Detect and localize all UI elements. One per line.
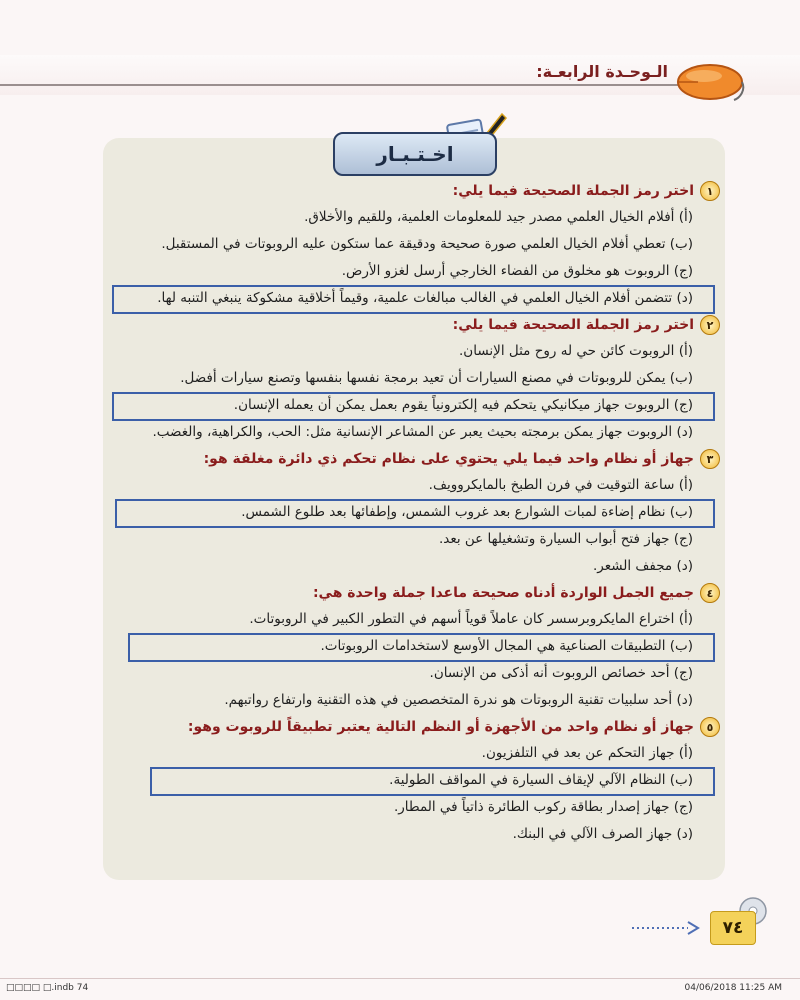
footer-divider <box>0 978 800 979</box>
question-3 <box>120 446 714 580</box>
option-c[interactable]: (ج) الروبوت هو مخلوق من الفضاء الخارجي أرسل لغزو الأرض. <box>341 263 693 279</box>
option-d-selected[interactable]: (د) تتضمن أفلام الخيال العلمي في الغالب مبالغات علمية، وقيماً أخلاقية مشكوكة ينبغي التنبه لها. <box>120 285 705 312</box>
option-c[interactable]: (ج) جهاز فتح أبواب السيارة وتشغيلها عن بعد. <box>438 531 693 547</box>
option-b-selected[interactable]: (ب) النظام الآلي لإيقاف السيارة في المواقف الطولية. <box>120 767 705 794</box>
option-d[interactable]: (د) الروبوت جهاز يمكن برمجته بحيث يعبر عن المشاعر الإنسانية مثل: الحب، والكراهية، والغضب. <box>152 424 693 440</box>
question-number-badge: ١ <box>700 181 720 201</box>
option-a[interactable]: (أ) اختراع المايكروبرسسر كان عاملاً قوياً أسهم في التطور الكبير في الروبوتات. <box>249 611 693 627</box>
dotted-arrow-icon <box>630 920 700 936</box>
option-d[interactable]: (د) أحد سلبيات تقنية الروبوتات هو ندرة المتخصصين في هذه التقنية وارتفاع رواتبهم. <box>224 692 693 708</box>
question-5 <box>120 714 714 848</box>
footer-print-date: 04/06/2018 11:25 AM <box>684 983 782 993</box>
option-a[interactable]: (أ) الروبوت كائن حي له روح مثل الإنسان. <box>459 343 693 359</box>
option-b[interactable]: (ب) يمكن للروبوتات في مصنع السيارات أن تعيد برمجة نفسها بنفسها وتصنع سيارات أفضل. <box>180 370 693 386</box>
exam-title: اخـتـبـار <box>333 132 497 176</box>
question-prompt: اختر رمز الجملة الصحيحة فيما يلي: <box>452 183 694 199</box>
question-prompt: اختر رمز الجملة الصحيحة فيما يلي: <box>452 317 694 333</box>
computer-mouse-icon <box>668 60 746 104</box>
option-a[interactable]: (أ) أفلام الخيال العلمي مصدر جيد للمعلومات العلمية، وللقيم والأخلاق. <box>304 209 693 225</box>
question-prompt: جهاز أو نظام واحد من الأجهزة أو النظم التالية يعتبر تطبيقاً للروبوت وهو: <box>187 719 694 735</box>
option-b[interactable]: (ب) تعطي أفلام الخيال العلمي صورة صحيحة ودقيقة عما ستكون عليه الروبوتات في المستقبل. <box>161 236 693 252</box>
unit-title: الـوحـدة الرابعـة: <box>536 62 668 81</box>
option-d[interactable]: (د) جهاز الصرف الآلي في البنك. <box>512 826 693 842</box>
option-a[interactable]: (أ) جهاز التحكم عن بعد في التلفزيون. <box>481 745 693 761</box>
question-header <box>120 580 720 606</box>
option-c[interactable]: (ج) جهاز إصدار بطاقة ركوب الطائرة ذاتياً في المطار. <box>393 799 693 815</box>
question-2 <box>120 312 714 446</box>
page-number: ٧٤ <box>710 911 756 945</box>
option-c[interactable]: (ج) أحد خصائص الروبوت أنه أذكى من الإنسان. <box>429 665 693 681</box>
question-4 <box>120 580 714 714</box>
option-a[interactable]: (أ) ساعة التوقيت في فرن الطبخ بالمايكروويف. <box>428 477 693 493</box>
question-header <box>120 312 720 338</box>
question-prompt: جميع الجمل الواردة أدناه صحيحة ماعدا جملة واحدة هي: <box>312 585 694 601</box>
question-header <box>120 714 720 740</box>
question-header <box>120 446 720 472</box>
footer-file-info: □□□□ □.indb 74 <box>6 983 89 993</box>
option-c-selected[interactable]: (ج) الروبوت جهاز ميكانيكي يتحكم فيه إلكترونياً يقوم بعمل يمكن أن يعمله الإنسان. <box>120 392 705 419</box>
header-divider <box>0 84 680 86</box>
question-list <box>120 178 714 848</box>
question-prompt: جهاز أو نظام واحد فيما يلي يحتوي على نظام تحكم ذي دائرة مغلقة هو: <box>203 451 694 467</box>
question-number-badge: ٤ <box>700 583 720 603</box>
question-number-badge: ٣ <box>700 449 720 469</box>
option-b-selected[interactable]: (ب) التطبيقات الصناعية هي المجال الأوسع لاستخدامات الروبوتات. <box>120 633 705 660</box>
question-number-badge: ٥ <box>700 717 720 737</box>
option-d[interactable]: (د) مجفف الشعر. <box>592 558 693 574</box>
question-number-badge: ٢ <box>700 315 720 335</box>
option-b-selected[interactable]: (ب) نظام إضاءة لمبات الشوارع بعد غروب الشمس، وإطفائها بعد طلوع الشمس. <box>120 499 705 526</box>
question-1 <box>120 178 714 312</box>
question-header <box>120 178 720 204</box>
